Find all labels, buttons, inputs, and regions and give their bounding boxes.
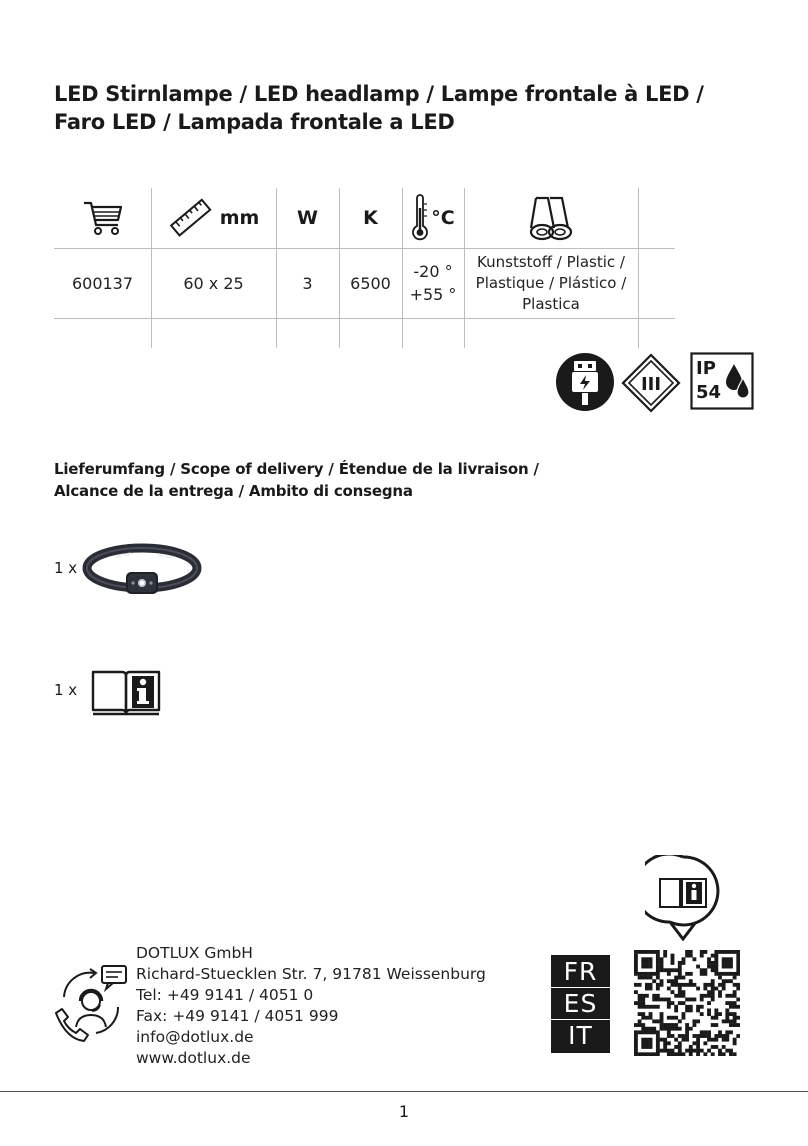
material-line: Plastica [522, 294, 580, 313]
title-line-2: Faro LED / Lampada frontale a LED [54, 110, 455, 134]
company-name: DOTLUX GmbH [136, 944, 253, 962]
header-size [151, 188, 276, 248]
temp-unit: °C [431, 207, 455, 229]
color-temp-value: 6500 [350, 273, 391, 293]
footer-divider [0, 1091, 808, 1092]
delivery-title-line: Lieferumfang / Scope of delivery / Étendue de la livraison / [54, 460, 539, 478]
usb-charging-icon [555, 352, 615, 412]
ruler-icon [168, 198, 214, 238]
title-line-1: LED Stirnlampe / LED headlamp / Lampe frontale à LED / [54, 82, 704, 106]
header-article [54, 188, 151, 248]
header-color-temp: K [363, 207, 378, 229]
email-link[interactable]: info@dotlux.de [136, 1028, 254, 1046]
ip-rating-value: 54 [696, 382, 722, 403]
headlamp-image [80, 530, 205, 610]
language-fr: FR [563, 956, 598, 986]
header-temperature [402, 188, 464, 248]
website-link[interactable]: www.dotlux.de [136, 1049, 251, 1067]
header-material [464, 188, 638, 248]
fax-number: Fax: +49 9141 / 4051 999 [136, 1007, 339, 1025]
material-line: Plastique / Plástico / [475, 273, 627, 292]
size-unit: mm [219, 207, 260, 229]
article-number: 600137 [71, 273, 134, 293]
header-power: W [297, 207, 318, 229]
protection-class-icon [620, 352, 682, 414]
phone-number[interactable]: Tel: +49 9141 / 4051 0 [136, 986, 314, 1004]
svg-text:DOTLUX: DOTLUX [115, 550, 133, 559]
delivery-qty: 1 x [54, 559, 78, 577]
material-value [464, 248, 638, 318]
language-es: ES [551, 987, 610, 1019]
ip-prefix: IP [696, 358, 716, 379]
table-column-line [638, 188, 639, 348]
manual-book-icon [90, 666, 162, 718]
temp-min: -20 ° [413, 262, 453, 281]
spec-table [54, 188, 675, 348]
power-value: 3 [302, 273, 313, 293]
material-line: Kunststoff / Plastic / [477, 252, 625, 271]
thermometer-icon [411, 194, 429, 242]
size-value: 60 x 25 [183, 273, 244, 293]
qr-code[interactable] [634, 950, 740, 1056]
page-number: 1 [398, 1102, 410, 1121]
shopping-cart-icon [82, 199, 124, 237]
language-list [551, 955, 610, 1053]
contact-block [136, 943, 486, 1069]
manual-info-icon [645, 855, 721, 941]
ip-rating-icon [690, 352, 754, 410]
company-address: Richard-Stuecklen Str. 7, 91781 Weissenburg [136, 965, 486, 983]
temperature-range [402, 248, 464, 318]
delivery-title [54, 458, 654, 502]
svg-text:DOTLUX: DOTLUX [157, 552, 175, 560]
delivery-title-line: Alcance de la entrega / Ambito di consegna [54, 482, 413, 500]
customer-support-icon [50, 963, 132, 1045]
delivery-qty: 1 x [54, 681, 78, 699]
temp-max: +55 ° [409, 285, 457, 304]
page-title [54, 80, 754, 136]
table-divider [54, 318, 675, 319]
language-it: IT [551, 1019, 610, 1051]
protection-class-label: III [640, 374, 662, 395]
material-icon [528, 194, 574, 242]
